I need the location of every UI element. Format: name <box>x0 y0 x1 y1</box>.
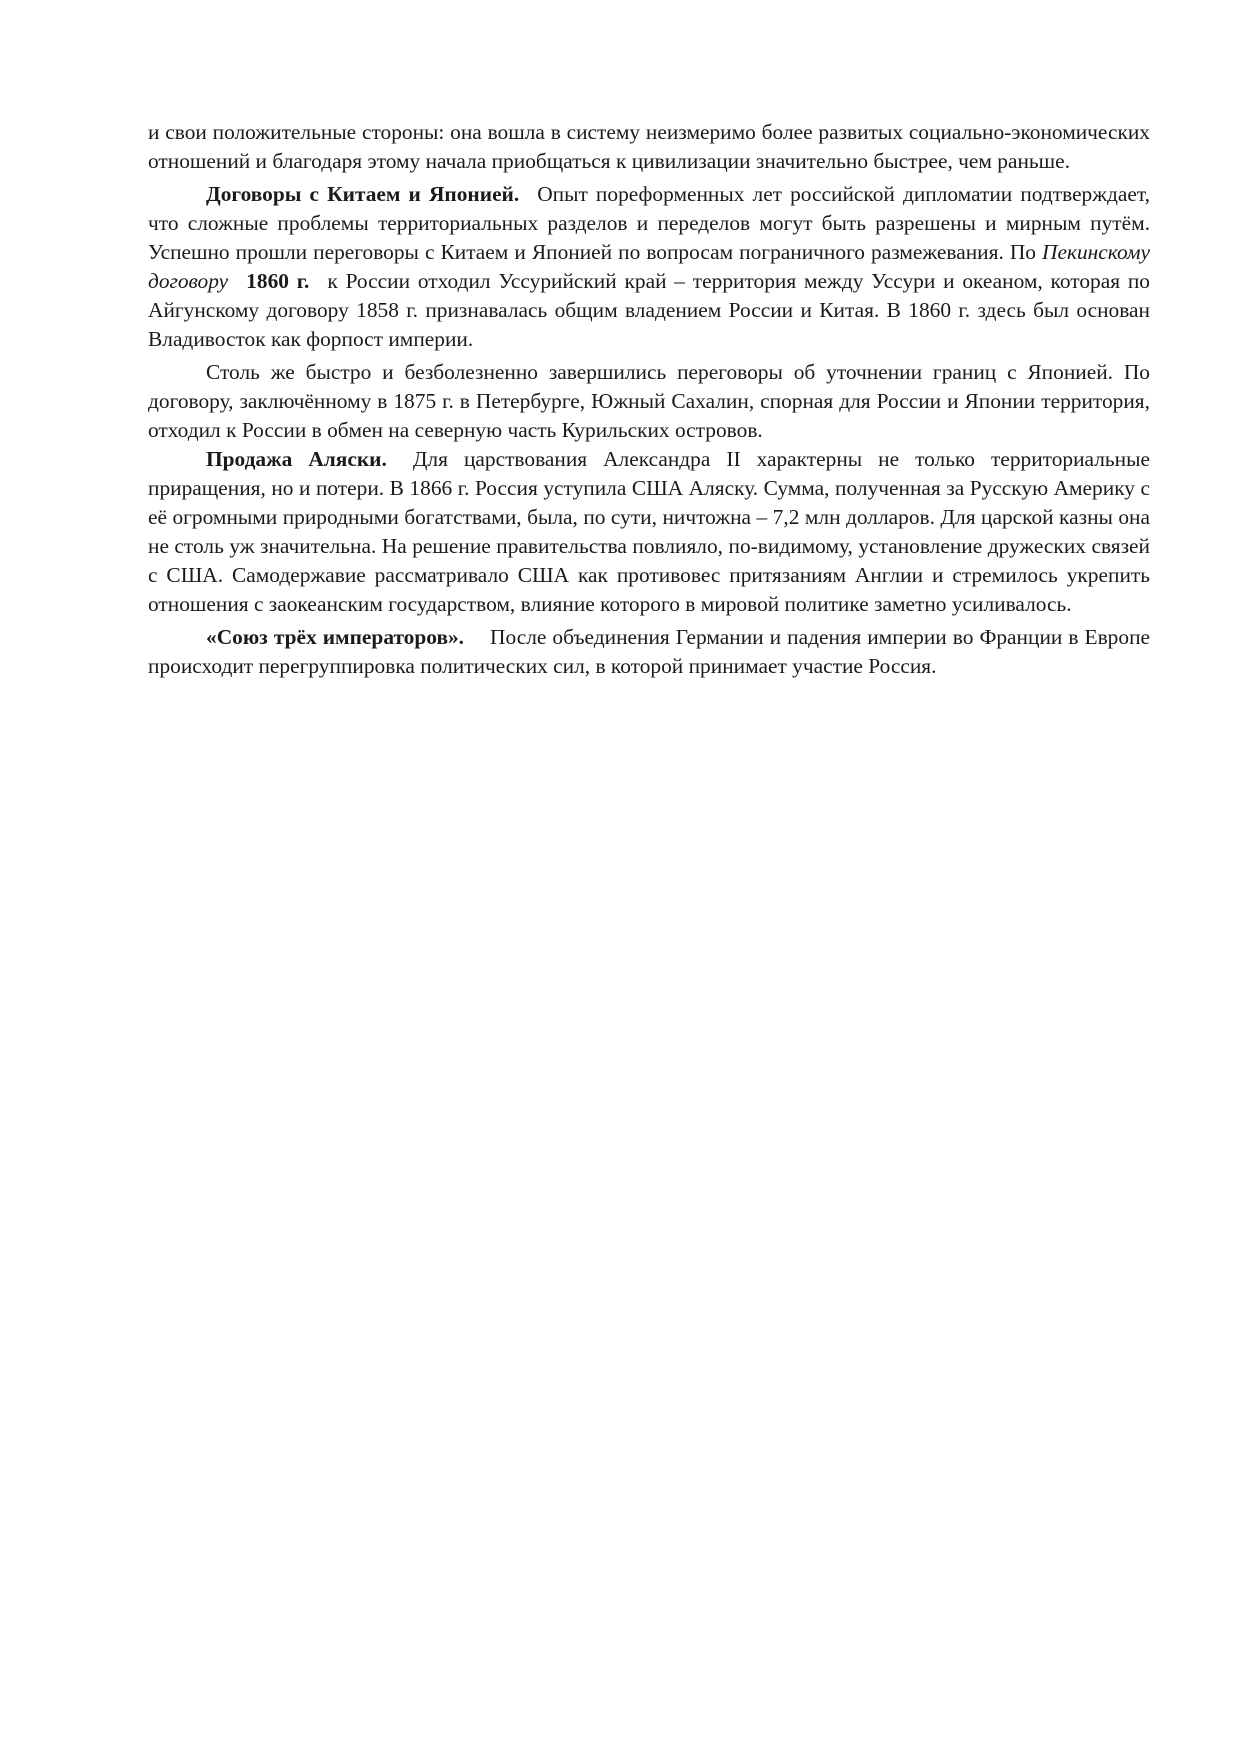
paragraph-text: Опыт пореформенных лет российской дипломатии подтверждает, что сложные проблемы территориальных разделов и переделов могут быть разрешены и мирным путём. Успешно прошли переговоры с Китаем и Японией по вопросам пограничного размежевания. По <box>148 182 1150 264</box>
paragraph-alaska-sale <box>148 445 1150 619</box>
section-heading-china-japan: Договоры с Китаем и Японией. <box>206 182 520 206</box>
paragraph-text: Для царствования Александра II характерны не только территориальные приращения, но и потери. В 1866 г. Россия уступила США Аляску. Сумма, полученная за Русскую Америку с её огромными природными богатствами, была, по сути, ничтожна – 7,2 млн долларов. Для царской казны она не столь уж значительна. На решение правительства повлияло, по-видимому, установление дружеских связей с США. Самодержавие рассматривало США как противовес притязаниям Англии и стремилось укрепить отношения с заокеанским государством, влияние которого в мировой политике заметно усиливалось. <box>148 447 1150 616</box>
paragraph-china-japan-treaties <box>148 180 1150 354</box>
paragraph-three-emperors <box>148 623 1150 681</box>
paragraph-text: Столь же быстро и безболезненно завершились переговоры об уточнении границ с Японией. По договору, заключённому в 1875 г. в Петербурге, Южный Сахалин, спорная для России и Японии территория, отходил к России в обмен на северную часть Курильских островов. <box>148 360 1150 442</box>
paragraph-text: к России отходил Уссурийский край – территория между Уссури и океаном, которая по Айгунскому договору 1858 г. признавалась общим владением России и Китая. В 1860 г. здесь был основан Владивосток как форпост империи. <box>148 269 1150 351</box>
paragraph-text: и свои положительные стороны: она вошла в систему неизмеримо более развитых социально-экономических отношений и благодаря этому начала приобщаться к цивилизации значительно быстрее, чем раньше. <box>148 120 1150 173</box>
treaty-name-italic: Пекинскому договору <box>148 240 1150 293</box>
paragraph-japan-borders <box>148 358 1150 445</box>
paragraph-continuation <box>148 118 1150 176</box>
paragraph-text: После объединения Германии и падения империи во Франции в Европе происходит перегруппировка политических сил, в которой принимает участие Россия. <box>148 625 1151 678</box>
section-heading-alaska: Продажа Аляски. <box>206 447 387 471</box>
document-page <box>148 118 1150 681</box>
treaty-year-bold: 1860 г. <box>246 269 310 293</box>
section-heading-three-emperors: «Союз трёх императоров». <box>206 625 465 649</box>
